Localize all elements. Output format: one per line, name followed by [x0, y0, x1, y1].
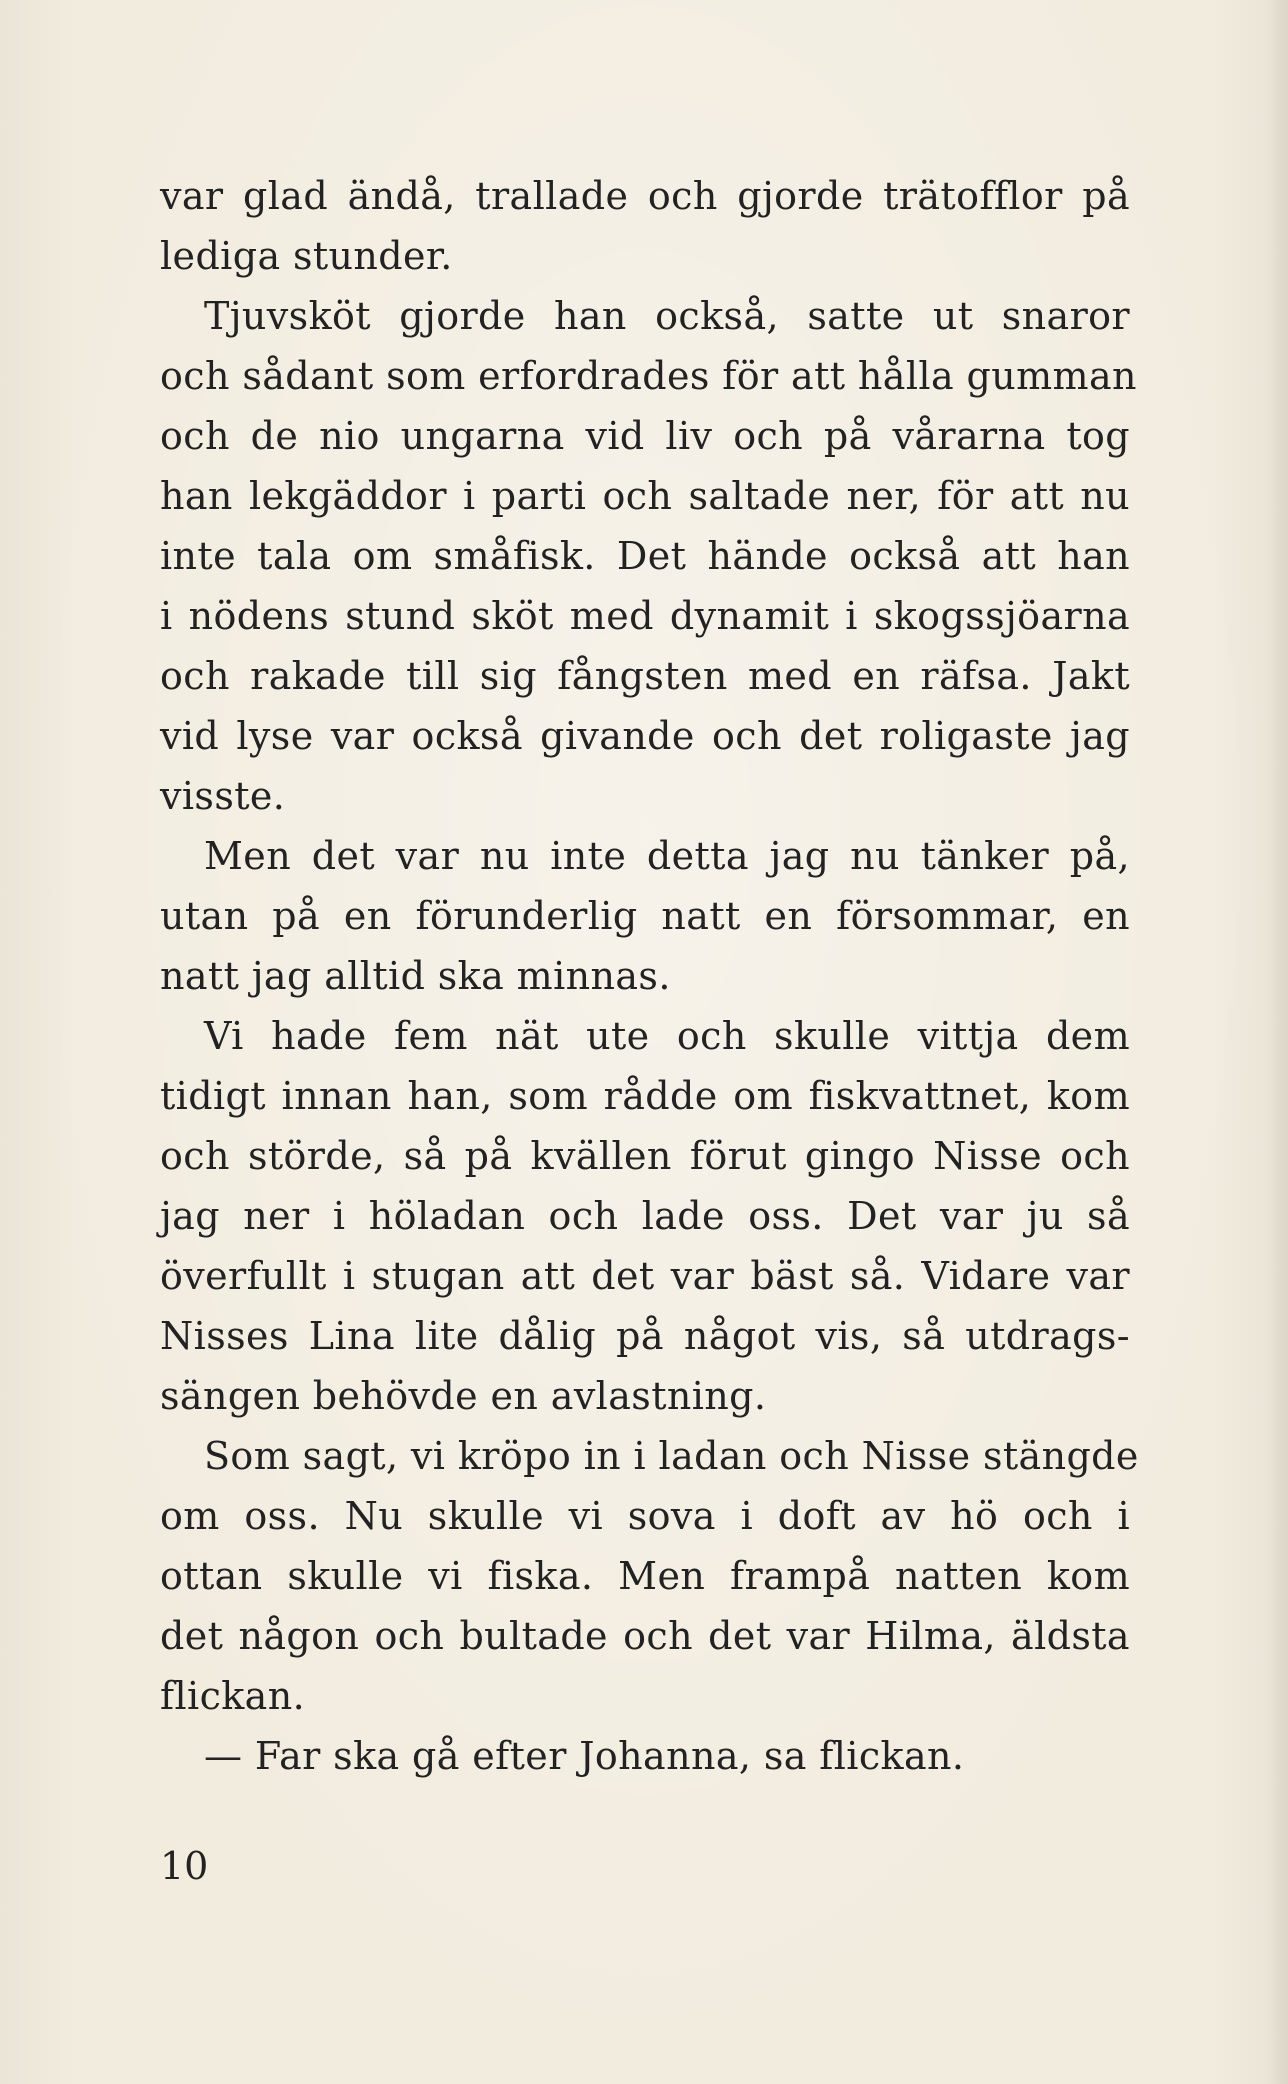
text-line: Tjuvsköt gjorde han också, satte ut snaror	[204, 294, 1130, 338]
text-line: ottan skulle vi fiska. Men frampå natten kom	[160, 1554, 1130, 1598]
text-line: Vi hade fem nät ute och skulle vittja dem	[204, 1014, 1130, 1058]
text-line: Men det var nu inte detta jag nu tänker på,	[204, 834, 1130, 878]
text-line: inte tala om småfisk. Det hände också att han	[160, 534, 1130, 578]
text-line: i nödens stund sköt med dynamit i skogssjöarna	[160, 594, 1130, 638]
text-line: det någon och bultade och det var Hilma, äldsta	[160, 1614, 1130, 1658]
text-line: lediga stunder.	[160, 234, 453, 278]
text-line: Nisses Lina lite dålig på något vis, så utdrags-	[160, 1314, 1130, 1358]
text-line: visste.	[160, 774, 286, 818]
text-line: tidigt innan han, som rådde om fiskvattnet, kom	[160, 1074, 1130, 1118]
text-line: Som sagt, vi kröpo in i ladan och Nisse stängde	[204, 1434, 1139, 1478]
text-line: jag ner i höladan och lade oss. Det var ju så	[160, 1194, 1130, 1238]
text-line: flickan.	[160, 1674, 306, 1718]
text-line: och de nio ungarna vid liv och på vårarna tog	[160, 414, 1130, 458]
text-line: och störde, så på kvällen förut gingo Nisse och	[160, 1134, 1130, 1178]
text-line: och sådant som erfordrades för att hålla gumman	[160, 354, 1137, 398]
text-line: om oss. Nu skulle vi sova i doft av hö och i	[160, 1494, 1130, 1538]
text-line: utan på en förunderlig natt en försommar, en	[160, 894, 1130, 938]
text-line: han lekgäddor i parti och saltade ner, för att nu	[160, 474, 1130, 518]
text-line: — Far ska gå efter Johanna, sa flickan.	[204, 1734, 965, 1778]
text-line: natt jag alltid ska minnas.	[160, 954, 671, 998]
text-line: och rakade till sig fångsten med en räfsa. Jakt	[160, 654, 1130, 698]
page-number: 10	[160, 1844, 209, 1888]
text-line: vid lyse var också givande och det roligaste jag	[160, 714, 1130, 758]
body-text	[160, 166, 1139, 1786]
text-line: överfullt i stugan att det var bäst så. Vidare var	[160, 1254, 1130, 1298]
text-line: var glad ändå, trallade och gjorde trätofflor på	[160, 174, 1130, 218]
text-line: sängen behövde en avlastning.	[160, 1374, 767, 1418]
